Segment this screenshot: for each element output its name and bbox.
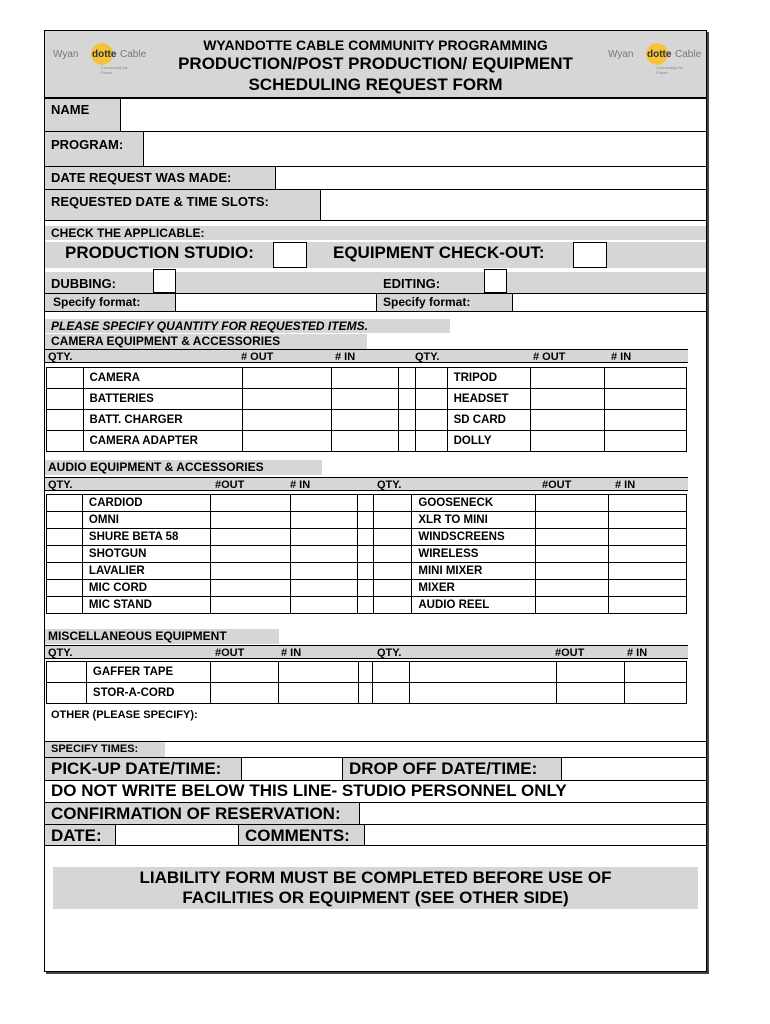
date-label: DATE: (51, 826, 102, 845)
editing-format-field[interactable] (512, 294, 706, 311)
audio-col-qty-right: QTY. (377, 479, 402, 491)
camera-qty-left-cell[interactable] (47, 389, 84, 410)
audio-section-heading: AUDIO EQUIPMENT & ACCESSORIES (48, 460, 264, 474)
quantity-instructions: PLEASE SPECIFY QUANTITY FOR REQUESTED ITEMS. (51, 319, 368, 333)
camera-out-right-cell[interactable] (530, 431, 604, 452)
camera-equipment-table (46, 367, 687, 452)
date-request-label: DATE REQUEST WAS MADE: (51, 170, 232, 185)
audio-qty-left-cell[interactable] (47, 512, 83, 529)
editing-format-label: Specify format: (383, 295, 471, 309)
audio-in-left-cell[interactable] (290, 546, 358, 563)
audio-row (47, 580, 687, 597)
audio-qty-right-cell[interactable] (374, 597, 412, 614)
dropoff-label: DROP OFF DATE/TIME: (349, 759, 538, 778)
misc-col-qty-left: QTY. (48, 647, 73, 659)
audio-spacer-cell (358, 546, 374, 563)
audio-out-left-cell[interactable] (210, 529, 290, 546)
audio-qty-right-cell[interactable] (374, 546, 412, 563)
audio-spacer-cell (358, 563, 374, 580)
audio-out-left-cell[interactable] (210, 546, 290, 563)
audio-in-right-cell[interactable] (609, 512, 687, 529)
camera-out-right-cell[interactable] (530, 410, 604, 431)
audio-col-in-left: # IN (290, 479, 311, 491)
dubbing-format-field[interactable] (175, 294, 377, 311)
misc-item-left-cell: GAFFER TAPE (86, 662, 210, 683)
camera-in-left-cell[interactable] (331, 431, 398, 452)
audio-item-left-cell: OMNI (82, 512, 210, 529)
form-title-line3: SCHEDULING REQUEST FORM (248, 75, 503, 94)
camera-item-right-cell: HEADSET (447, 389, 530, 410)
audio-col-out-left: #OUT (215, 479, 245, 491)
audio-out-right-cell[interactable] (536, 597, 609, 614)
audio-qty-left-cell[interactable] (47, 563, 83, 580)
audio-in-right-cell[interactable] (609, 580, 687, 597)
audio-in-right-cell[interactable] (609, 495, 687, 512)
camera-out-left-cell[interactable] (242, 410, 331, 431)
camera-col-out-right: # OUT (533, 351, 566, 363)
misc-in-right-cell[interactable] (625, 662, 687, 683)
camera-column-header (45, 349, 688, 363)
camera-qty-left-cell[interactable] (47, 410, 84, 431)
audio-in-left-cell[interactable] (290, 529, 358, 546)
comments-label: COMMENTS: (245, 826, 350, 845)
audio-spacer-cell (358, 529, 374, 546)
camera-qty-right-cell[interactable] (416, 389, 447, 410)
audio-row (47, 546, 687, 563)
audio-item-right-cell: GOOSENECK (412, 495, 536, 512)
misc-out-left-cell[interactable] (210, 662, 278, 683)
audio-out-right-cell[interactable] (536, 529, 609, 546)
audio-item-left-cell: SHURE BETA 58 (82, 529, 210, 546)
audio-item-right-cell: XLR TO MINI (412, 512, 536, 529)
camera-item-right-cell: TRIPOD (447, 368, 530, 389)
misc-qty-right-cell[interactable] (372, 662, 410, 683)
comments-field[interactable] (364, 825, 706, 845)
audio-spacer-cell (358, 512, 374, 529)
confirmation-label: CONFIRMATION OF RESERVATION: (51, 804, 341, 823)
audio-qty-right-cell[interactable] (374, 529, 412, 546)
camera-col-in-right: # IN (611, 351, 632, 363)
misc-row (47, 683, 687, 704)
camera-out-right-cell[interactable] (530, 389, 604, 410)
misc-section-heading: MISCELLANEOUS EQUIPMENT (48, 629, 227, 643)
specify-times-label: SPECIFY TIMES: (51, 743, 139, 755)
misc-qty-right-cell[interactable] (372, 683, 410, 704)
dropoff-field[interactable] (561, 758, 706, 780)
misc-out-right-cell[interactable] (557, 662, 625, 683)
camera-spacer-cell (398, 389, 415, 410)
camera-qty-right-cell[interactable] (416, 431, 447, 452)
audio-item-right-cell: WIRELESS (412, 546, 536, 563)
misc-in-right-cell[interactable] (625, 683, 687, 704)
misc-in-left-cell[interactable] (278, 662, 358, 683)
date-field[interactable] (115, 825, 239, 845)
audio-out-left-cell[interactable] (210, 495, 290, 512)
audio-equipment-table (46, 494, 687, 614)
audio-col-in-right: # IN (615, 479, 636, 491)
camera-row (47, 389, 687, 410)
check-applicable-label: CHECK THE APPLICABLE: (51, 226, 205, 240)
audio-item-right-cell: WINDSCREENS (412, 529, 536, 546)
audio-in-left-cell[interactable] (290, 563, 358, 580)
requested-slots-label: REQUESTED DATE & TIME SLOTS: (51, 194, 269, 209)
misc-equipment-table (46, 661, 687, 704)
misc-col-out-right: #OUT (555, 647, 585, 659)
other-specify-field[interactable] (45, 707, 706, 741)
misc-qty-left-cell[interactable] (47, 662, 87, 683)
audio-item-left-cell: LAVALIER (82, 563, 210, 580)
audio-in-left-cell[interactable] (290, 597, 358, 614)
dubbing-checkbox[interactable] (153, 269, 176, 293)
camera-row (47, 410, 687, 431)
camera-col-in-left: # IN (335, 351, 356, 363)
misc-spacer-cell (358, 683, 372, 704)
misc-col-in-right: # IN (627, 647, 648, 659)
misc-out-right-cell[interactable] (557, 683, 625, 704)
audio-in-right-cell[interactable] (609, 563, 687, 580)
audio-item-left-cell: CARDIOD (82, 495, 210, 512)
camera-out-right-cell[interactable] (530, 368, 604, 389)
audio-out-left-cell[interactable] (210, 563, 290, 580)
audio-in-left-cell[interactable] (290, 580, 358, 597)
camera-item-right-cell: DOLLY (447, 431, 530, 452)
audio-in-right-cell[interactable] (609, 546, 687, 563)
equipment-checkout-checkbox[interactable] (573, 242, 607, 268)
audio-in-left-cell[interactable] (290, 495, 358, 512)
camera-section-heading: CAMERA EQUIPMENT & ACCESSORIES (51, 334, 281, 348)
pickup-field[interactable] (241, 758, 343, 780)
audio-out-right-cell[interactable] (536, 495, 609, 512)
production-studio-checkbox[interactable] (273, 242, 307, 268)
camera-item-left-cell: CAMERA (83, 368, 242, 389)
name-label: NAME (51, 102, 90, 117)
audio-row (47, 512, 687, 529)
audio-qty-right-cell[interactable] (374, 512, 412, 529)
camera-spacer-cell (398, 431, 415, 452)
production-studio-label: PRODUCTION STUDIO: (65, 243, 254, 262)
audio-qty-left-cell[interactable] (47, 529, 83, 546)
misc-out-left-cell[interactable] (210, 683, 278, 704)
liability-line2: FACILITIES OR EQUIPMENT (SEE OTHER SIDE) (182, 888, 569, 907)
misc-col-out-left: #OUT (215, 647, 245, 659)
camera-in-right-cell[interactable] (604, 389, 686, 410)
misc-item-right-cell (410, 662, 557, 683)
camera-in-left-cell[interactable] (331, 368, 398, 389)
editing-label: EDITING: (383, 276, 441, 291)
audio-item-right-cell: MINI MIXER (412, 563, 536, 580)
audio-out-right-cell[interactable] (536, 563, 609, 580)
audio-qty-left-cell[interactable] (47, 546, 83, 563)
camera-row (47, 368, 687, 389)
camera-in-right-cell[interactable] (604, 410, 686, 431)
program-field[interactable] (143, 132, 706, 166)
program-label: PROGRAM: (51, 137, 124, 152)
camera-qty-right-cell[interactable] (416, 410, 447, 431)
camera-col-out-left: # OUT (241, 351, 274, 363)
audio-item-left-cell: MIC STAND (82, 597, 210, 614)
audio-out-right-cell[interactable] (536, 546, 609, 563)
request-form (44, 30, 707, 972)
misc-item-right-cell (410, 683, 557, 704)
audio-spacer-cell (358, 597, 374, 614)
audio-qty-right-cell[interactable] (374, 563, 412, 580)
audio-in-right-cell[interactable] (609, 597, 687, 614)
camera-item-left-cell: CAMERA ADAPTER (83, 431, 242, 452)
audio-qty-left-cell[interactable] (47, 580, 83, 597)
camera-out-left-cell[interactable] (242, 431, 331, 452)
audio-row (47, 495, 687, 512)
misc-col-in-left: # IN (281, 647, 302, 659)
camera-item-left-cell: BATT. CHARGER (83, 410, 242, 431)
audio-qty-left-cell[interactable] (47, 495, 83, 512)
audio-qty-right-cell[interactable] (374, 580, 412, 597)
camera-col-qty-right: QTY. (415, 351, 440, 363)
misc-spacer-cell (358, 662, 372, 683)
audio-in-left-cell[interactable] (290, 512, 358, 529)
audio-out-left-cell[interactable] (210, 512, 290, 529)
camera-in-left-cell[interactable] (331, 389, 398, 410)
misc-column-header (45, 645, 688, 659)
misc-in-left-cell[interactable] (278, 683, 358, 704)
staff-only-notice: DO NOT WRITE BELOW THIS LINE- STUDIO PERSONNEL ONLY (51, 781, 567, 800)
misc-col-qty-right: QTY. (377, 647, 402, 659)
wyandotte-cable-logo-left: Wyan dotte Cable Connecting the Future (53, 37, 133, 81)
misc-row (47, 662, 687, 683)
form-title-line2: PRODUCTION/POST PRODUCTION/ EQUIPMENT (178, 54, 573, 73)
camera-spacer-cell (398, 410, 415, 431)
dubbing-format-label: Specify format: (53, 295, 141, 309)
camera-qty-left-cell[interactable] (47, 431, 84, 452)
date-request-field[interactable] (275, 167, 706, 189)
audio-item-right-cell: MIXER (412, 580, 536, 597)
audio-in-right-cell[interactable] (609, 529, 687, 546)
camera-qty-left-cell[interactable] (47, 368, 84, 389)
pickup-label: PICK-UP DATE/TIME: (51, 759, 222, 778)
liability-line1: LIABILITY FORM MUST BE COMPLETED BEFORE USE OF (139, 868, 612, 887)
camera-spacer-cell (398, 368, 415, 389)
audio-col-qty-left: QTY. (48, 479, 73, 491)
audio-item-right-cell: AUDIO REEL (412, 597, 536, 614)
camera-out-left-cell[interactable] (242, 368, 331, 389)
dubbing-label: DUBBING: (51, 276, 116, 291)
confirmation-field[interactable] (359, 803, 706, 824)
audio-row (47, 597, 687, 614)
requested-slots-field[interactable] (320, 190, 706, 220)
camera-qty-right-cell[interactable] (416, 368, 447, 389)
audio-qty-right-cell[interactable] (374, 495, 412, 512)
audio-out-right-cell[interactable] (536, 512, 609, 529)
audio-out-left-cell[interactable] (210, 597, 290, 614)
audio-item-left-cell: SHOTGUN (82, 546, 210, 563)
camera-in-left-cell[interactable] (331, 410, 398, 431)
audio-col-out-right: #OUT (542, 479, 572, 491)
form-title-line1: WYANDOTTE CABLE COMMUNITY PROGRAMMING (203, 37, 548, 53)
other-specify-label: OTHER (PLEASE SPECIFY): (51, 709, 198, 721)
audio-out-left-cell[interactable] (210, 580, 290, 597)
camera-item-right-cell: SD CARD (447, 410, 530, 431)
equipment-checkout-label: EQUIPMENT CHECK-OUT: (333, 243, 545, 262)
audio-column-header (45, 477, 688, 491)
camera-col-qty-left: QTY. (48, 351, 73, 363)
camera-in-right-cell[interactable] (604, 368, 686, 389)
camera-row (47, 431, 687, 452)
audio-spacer-cell (358, 580, 374, 597)
audio-qty-left-cell[interactable] (47, 597, 83, 614)
audio-out-right-cell[interactable] (536, 580, 609, 597)
camera-out-left-cell[interactable] (242, 389, 331, 410)
name-field[interactable] (120, 99, 706, 131)
audio-row (47, 529, 687, 546)
audio-item-left-cell: MIC CORD (82, 580, 210, 597)
audio-spacer-cell (358, 495, 374, 512)
misc-qty-left-cell[interactable] (47, 683, 87, 704)
editing-checkbox[interactable] (484, 269, 507, 293)
audio-row (47, 563, 687, 580)
camera-item-left-cell: BATTERIES (83, 389, 242, 410)
camera-in-right-cell[interactable] (604, 431, 686, 452)
misc-item-left-cell: STOR-A-CORD (86, 683, 210, 704)
wyandotte-cable-logo-right: Wyan dotte Cable Connecting the Future (608, 37, 688, 81)
